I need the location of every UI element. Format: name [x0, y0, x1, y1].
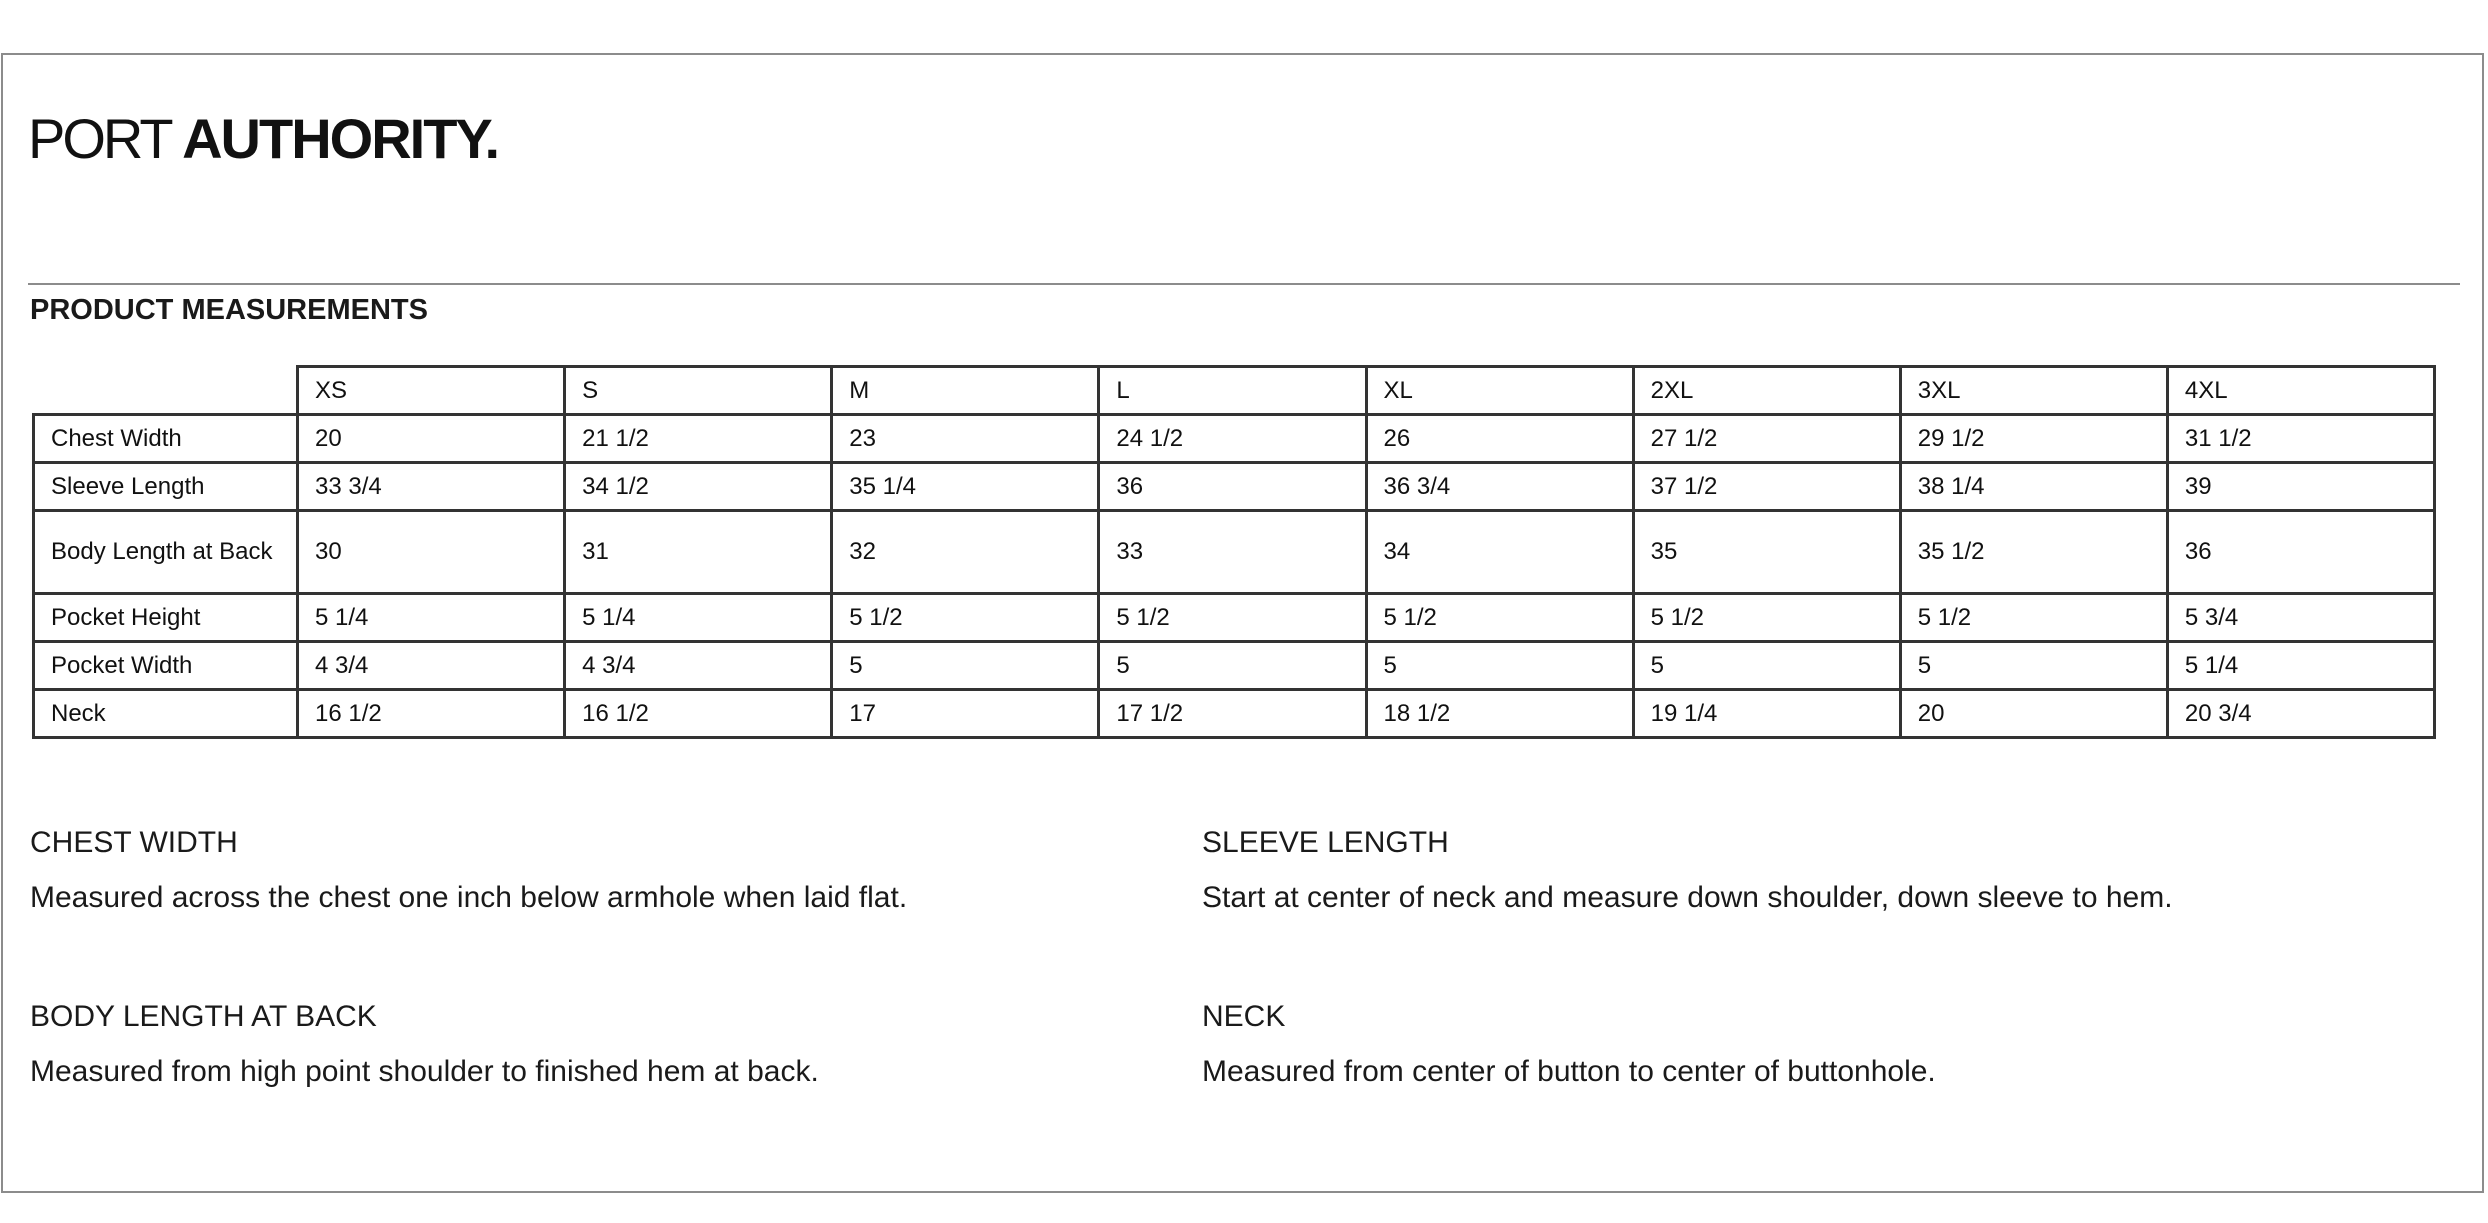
row-label: Body Length at Back [34, 511, 298, 594]
table-cell: 35 1/4 [832, 463, 1099, 511]
body-length-description [30, 999, 819, 1090]
brand-logo [28, 104, 498, 174]
table-cell: 16 1/2 [298, 690, 565, 738]
table-cell: 5 [832, 642, 1099, 690]
table-cell: 5 1/2 [1366, 594, 1633, 642]
table-cell: 38 1/4 [1900, 463, 2167, 511]
brand-logo-part2: AUTHORITY. [182, 107, 499, 170]
brand-logo-part1: PORT [28, 107, 170, 170]
table-row [34, 463, 2435, 511]
row-label: Pocket Height [34, 594, 298, 642]
table-cell: 5 3/4 [2167, 594, 2434, 642]
size-header: 3XL [1900, 367, 2167, 415]
size-header: XL [1366, 367, 1633, 415]
table-cell: 31 [565, 511, 832, 594]
table-cell: 20 3/4 [2167, 690, 2434, 738]
description-heading: NECK [1202, 1000, 1286, 1033]
table-cell: 5 1/4 [565, 594, 832, 642]
table-cell: 5 1/2 [1900, 594, 2167, 642]
table-cell: 39 [2167, 463, 2434, 511]
table-cell: 4 3/4 [565, 642, 832, 690]
table-cell: 36 3/4 [1366, 463, 1633, 511]
table-cell: 16 1/2 [565, 690, 832, 738]
row-label: Sleeve Length [34, 463, 298, 511]
table-cell: 34 1/2 [565, 463, 832, 511]
table-cell: 34 [1366, 511, 1633, 594]
table-cell: 36 [1099, 463, 1366, 511]
table-cell: 5 [1099, 642, 1366, 690]
size-header: M [832, 367, 1099, 415]
table-cell: 5 [1900, 642, 2167, 690]
table-row [34, 642, 2435, 690]
table-cell: 23 [832, 415, 1099, 463]
table-cell: 5 1/2 [832, 594, 1099, 642]
table-cell: 32 [832, 511, 1099, 594]
description-heading: SLEEVE LENGTH [1202, 826, 1449, 859]
table-cell: 24 1/2 [1099, 415, 1366, 463]
table-row [34, 594, 2435, 642]
table-cell: 19 1/4 [1633, 690, 1900, 738]
table-cell: 33 3/4 [298, 463, 565, 511]
table-cell: 4 3/4 [298, 642, 565, 690]
description-text: Measured across the chest one inch below armhole when laid flat. [30, 881, 908, 914]
table-cell: 17 1/2 [1099, 690, 1366, 738]
table-cell: 35 [1633, 511, 1900, 594]
table-cell: 33 [1099, 511, 1366, 594]
table-cell: 5 [1366, 642, 1633, 690]
table-cell: 36 [2167, 511, 2434, 594]
row-label: Chest Width [34, 415, 298, 463]
sleeve-length-description [1202, 825, 2173, 916]
measurements-table [32, 365, 2436, 739]
header-divider [28, 283, 2460, 285]
table-cell: 20 [1900, 690, 2167, 738]
table-header-row [34, 367, 2435, 415]
table-row [34, 511, 2435, 594]
table-cell: 26 [1366, 415, 1633, 463]
size-header: S [565, 367, 832, 415]
table-cell: 5 [1633, 642, 1900, 690]
size-header: 2XL [1633, 367, 1900, 415]
table-row [34, 415, 2435, 463]
table-cell: 29 1/2 [1900, 415, 2167, 463]
row-label: Pocket Width [34, 642, 298, 690]
row-label: Neck [34, 690, 298, 738]
table-cell: 35 1/2 [1900, 511, 2167, 594]
table-cell: 18 1/2 [1366, 690, 1633, 738]
description-text: Start at center of neck and measure down shoulder, down sleeve to hem. [1202, 881, 2173, 914]
description-heading: BODY LENGTH AT BACK [30, 1000, 377, 1033]
table-cell: 17 [832, 690, 1099, 738]
description-text: Measured from high point shoulder to finished hem at back. [30, 1055, 819, 1088]
size-header: XS [298, 367, 565, 415]
size-header: 4XL [2167, 367, 2434, 415]
table-cell: 37 1/2 [1633, 463, 1900, 511]
table-cell: 20 [298, 415, 565, 463]
chest-width-description [30, 825, 907, 916]
table-cell: 31 1/2 [2167, 415, 2434, 463]
table-cell: 5 1/2 [1633, 594, 1900, 642]
section-title: PRODUCT MEASUREMENTS [30, 294, 428, 326]
table-cell: 27 1/2 [1633, 415, 1900, 463]
table-cell: 21 1/2 [565, 415, 832, 463]
table-cell: 5 1/2 [1099, 594, 1366, 642]
table-row [34, 690, 2435, 738]
neck-description [1202, 999, 1936, 1090]
table-cell: 5 1/4 [298, 594, 565, 642]
size-header: L [1099, 367, 1366, 415]
description-heading: CHEST WIDTH [30, 826, 238, 859]
table-cell: 5 1/4 [2167, 642, 2434, 690]
table-corner-cell [34, 367, 298, 415]
description-text: Measured from center of button to center of buttonhole. [1202, 1055, 1936, 1088]
table-cell: 30 [298, 511, 565, 594]
